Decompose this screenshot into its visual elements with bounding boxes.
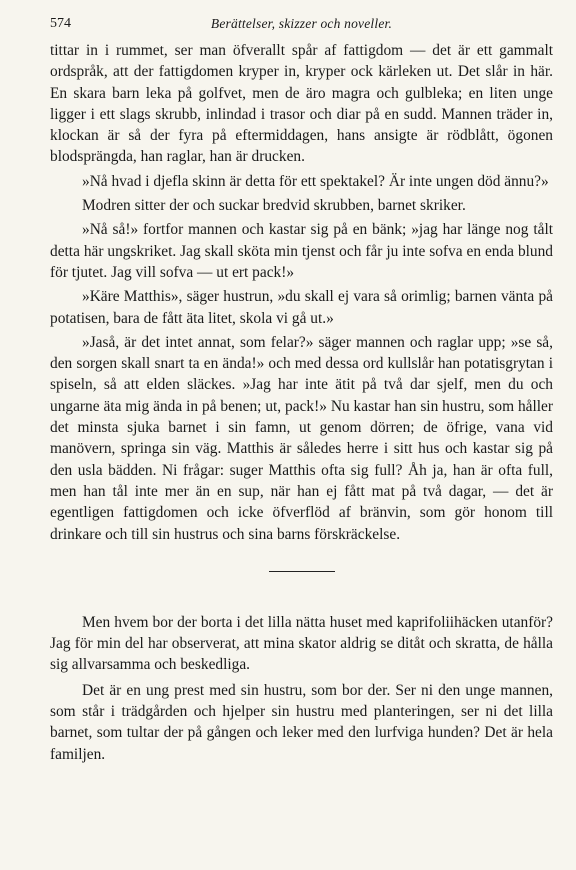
paragraph-continued: tittar in i rummet, ser man öfverallt spår af fattigdom — det är ett gammalt ordspråk, att der fattigdomen kryper in, kryper ock kärleken ut. Det slår in här. En skara barn leka på golfvet, men de äro magra och gulbleka; en liten unge ligger i ett slags skrubb, inlindad i trasor och diar på en sudd. Mannen träder in, klockan är så der fyra på eftermiddagen, hans ansigte är rödblått, ögonen blodsprängda, han raglar, han är drucken.: [50, 42, 553, 166]
paragraph: Det är en ung prest med sin hustru, som bor der. Ser ni den unge mannen, som står i trädgården och hjelper sin hustru med planteringen, ser ni det lilla barnet, som tultar der på gången och leker med den lurfviga hunden? Det är hela familjen.: [50, 681, 553, 763]
paragraph-dialogue: »Käre Matthis», säger hustrun, »du skall ej vara så orimlig; barnen vänta på potatisen, bara de fått äta litet, skola vi gå ut.»: [50, 288, 553, 327]
paragraph-dialogue: »Nå hvad i djefla skinn är detta för ett spektakel? Är inte ungen död ännu?»: [82, 172, 549, 190]
paragraph: Men hvem bor der borta i det lilla nätta huset med kaprifoliihäcken utanför? Jag för min del har observerat, att mina skator aldrig se ditåt och skratta, de hålla sig allvarsamma och beskedliga.: [50, 613, 553, 674]
paragraph-dialogue: »Nå så!» fortfor mannen och kastar sig på en bänk; »jag har länge nog tålt detta här ungskriket. Jag skall sköta min tjenst och får ju inte sofva en enda blund för tjutet. Jag vill sofva — ut ert pack!»: [50, 221, 553, 281]
text-section-2: [50, 612, 553, 765]
running-head: [50, 10, 553, 40]
book-page: [50, 10, 553, 765]
section-divider: [269, 571, 335, 572]
paragraph-dialogue: »Jaså, är det intet annat, som felar?» säger mannen och raglar upp; »se så, den sorgen skall snart ta en ända!» och med dessa ord kullslår han potatisgrytan i spiseln, så att elden släckes. »Jag har inte ätit på två dar sjelf, men du och ungarne äta mig ända in på benen; ut, pack!» Nu kastar han sin hustru, som håller det minsta sjuka barnet i sin famn, ut genom dörren; de öfrige, vana vid manövern, springa sin väg. Matthis är således herre i sitt hus och kastar sig på den usla bädden. Ni frågar: suger Matthis ofta sig full? Åh ja, han är ofta full, men han tål inte mer än en sup, när han ej fått mat på två dagar, — det är egentligen fattigdomen och icke öfverflöd af bränvin, som gör honom till drinkare och till sin hustrus och sina barns förskräckelse.: [50, 333, 553, 543]
paragraph: Modren sitter der och suckar bredvid skrubben, barnet skriker.: [82, 197, 466, 215]
running-title: Berättelser, skizzer och noveller.: [210, 16, 393, 31]
text-section-1: [50, 40, 553, 545]
page-number: 574: [50, 16, 71, 31]
